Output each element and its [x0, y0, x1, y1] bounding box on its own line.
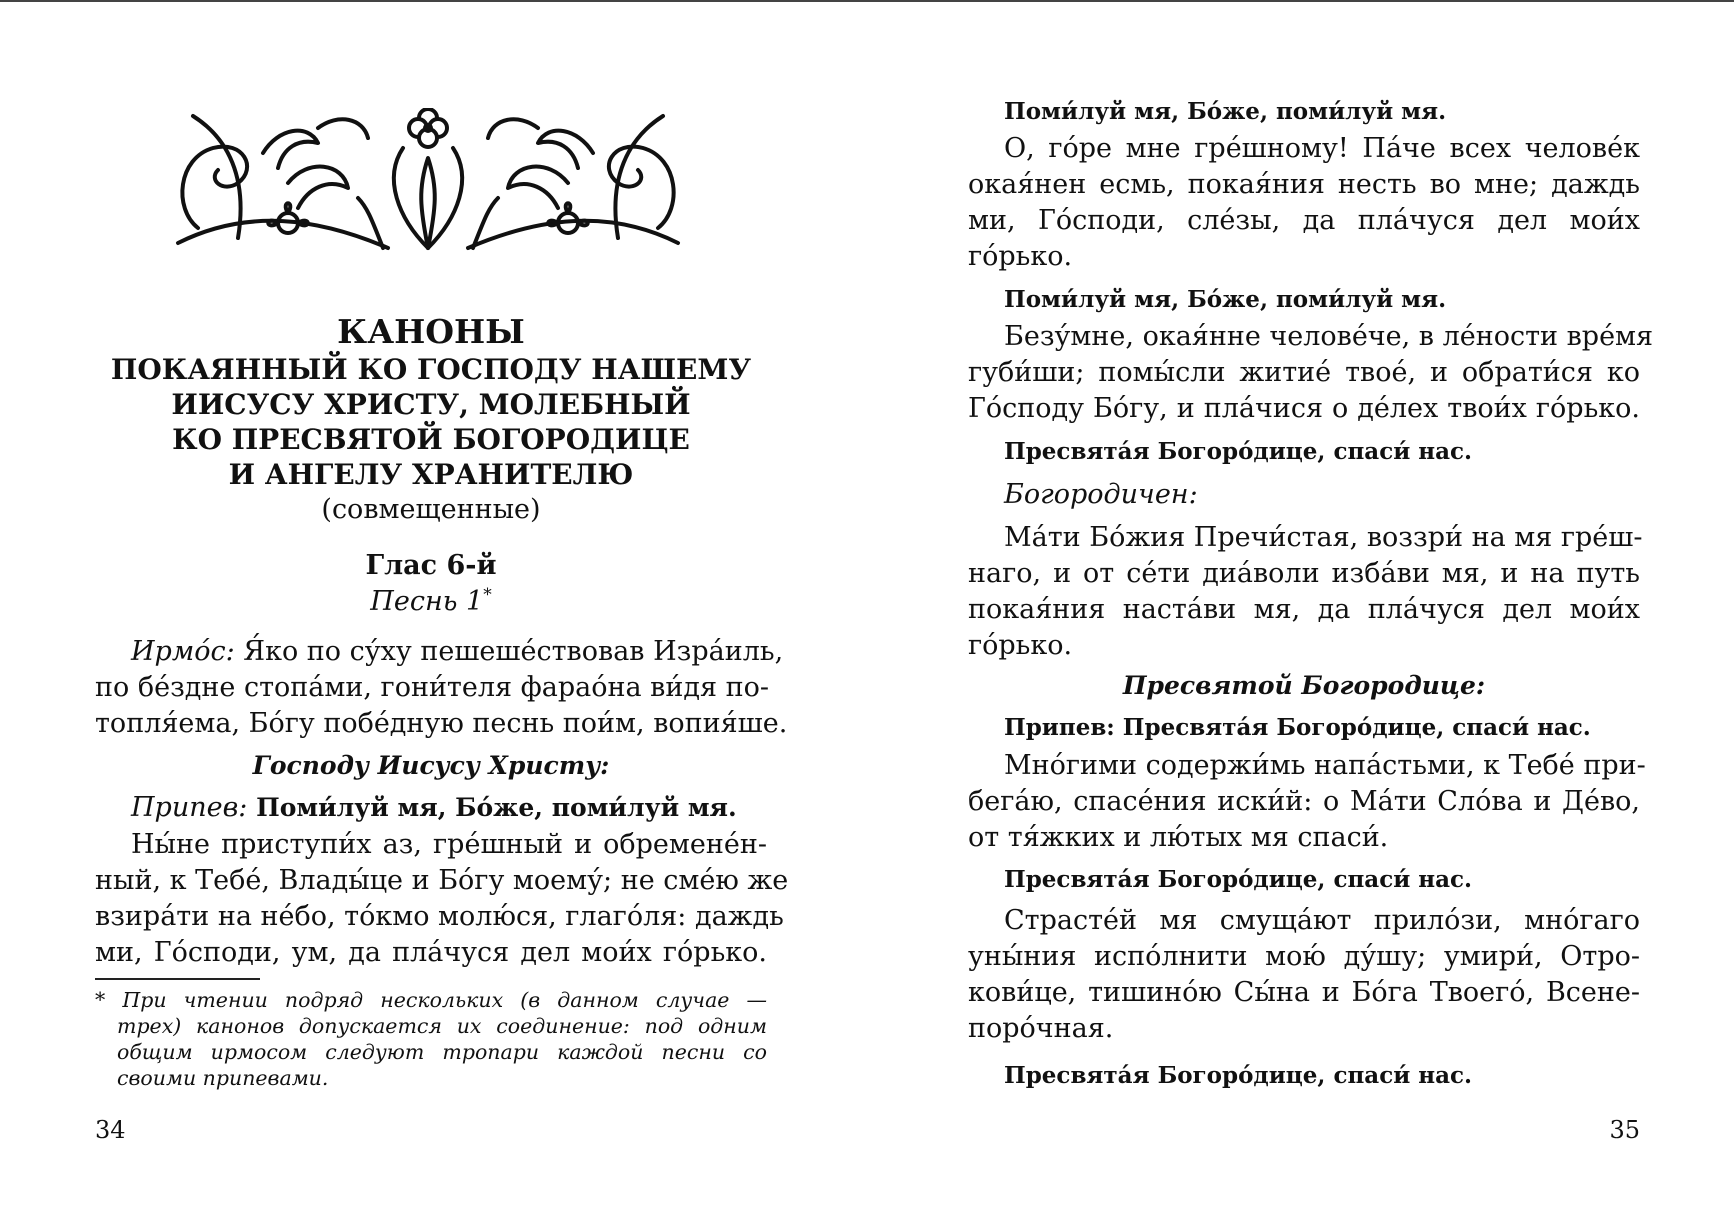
- troparion-line: ми, Го́споди, ум, да пла́чуся дел мои́х го́рько.: [95, 937, 767, 968]
- section-heading: Господу Иисусу Христу:: [252, 751, 610, 780]
- irmos-line: топля́ема, Бо́гу побе́дную песнь пои́м, вопия́ше.: [95, 708, 788, 739]
- footnote-line: своими припевами.: [117, 1066, 329, 1090]
- refrain-line: Припев: Пресвята́я Богоро́дице, спаси́ нас.: [1004, 714, 1591, 741]
- irmos-line: [95, 634, 784, 670]
- troparion-line: го́рько.: [968, 630, 1073, 661]
- tone-heading: Глас 6-й: [365, 550, 497, 581]
- footnote-divider: [95, 978, 260, 980]
- troparion-line: Ны́не приступи́х аз, гре́шный и обремене́н-: [131, 829, 767, 860]
- irmos-line: по бе́здне стопа́ми, гони́теля фарао́на ви́дя по-: [95, 672, 769, 703]
- troparion-line: губи́ши; помы́сли житие́ твое́, и обрати́ся ко: [968, 357, 1640, 388]
- refrain-line: Пресвята́я Богоро́дице, спаси́ нас.: [1004, 438, 1473, 465]
- refrain-line: Пресвята́я Богоро́дице, спаси́ нас.: [1004, 866, 1473, 893]
- refrain-line: Поми́луй мя, Бо́же, поми́луй мя.: [1004, 286, 1447, 313]
- title-block: [95, 312, 767, 528]
- footnote-line: * При чтении подряд нескольких (в данном случае —: [95, 988, 767, 1012]
- refrain-label: Припев:: [131, 792, 248, 823]
- irmos-text: Я́ко по су́ху пешеше́ствовав Изра́иль,: [234, 636, 784, 667]
- footnote-line: трех) канонов допускается их соединение: под одним: [117, 1014, 767, 1038]
- troparion-line: О, го́ре мне гре́шному! Па́че всех челове́к: [1004, 133, 1640, 164]
- page-number-right: 35: [1609, 1116, 1640, 1144]
- troparion-line: бега́ю, спасе́ния иски́й: о Ма́ти Сло́ва и Де́во,: [968, 786, 1640, 817]
- troparion-line: го́рько.: [968, 241, 1073, 272]
- troparion-line: кови́це, тишино́ю Сы́на и Бо́га Твоего́, Всене-: [968, 977, 1640, 1008]
- troparion-line: ный, к Тебе́, Влады́це и Бо́гу моему́; не сме́ю же: [95, 865, 789, 896]
- subtitle-line: ПОКАЯННЫЙ КО ГОСПОДУ НАШЕМУ: [110, 353, 752, 386]
- right-page: [867, 0, 1734, 1208]
- troparion-line: Мно́гими содержи́мь напа́стьми, к Тебе́ при-: [1004, 750, 1646, 781]
- irmos-label: Ирмо́с:: [131, 636, 235, 667]
- subtitle-line: И АНГЕЛУ ХРАНИТЕЛЮ: [228, 458, 634, 491]
- troparion-line: окая́нен есмь, покая́ния несть во мне; даждь: [968, 169, 1640, 200]
- ode-heading: [95, 584, 767, 620]
- subtitle-line: КО ПРЕСВЯТОЙ БОГОРОДИЦЕ: [172, 423, 690, 456]
- troparion-line: Страсте́й мя смуща́ют прило́зи, мно́гаго: [1004, 905, 1640, 936]
- floral-ornament-headpiece: [168, 108, 688, 258]
- troparion-line: ми, Го́споди, слéзы, да пла́чуся дел мои́х: [968, 205, 1640, 236]
- troparion-line: Безу́мне, окая́нне челове́че, в ле́ности вре́мя: [1004, 321, 1654, 352]
- troparion-line: от тя́жких и лю́тых мя спаси́.: [968, 822, 1389, 853]
- section-heading: Пресвятой Богородице:: [1122, 671, 1486, 700]
- subtitle-note: (совмещенные): [321, 494, 541, 525]
- troparion-line: Ма́ти Бо́жия Пречи́стая, воззри́ на мя гре́ш-: [1004, 522, 1643, 553]
- footnote-line: общим ирмосом следуют тропари каждой песни со: [117, 1040, 767, 1064]
- refrain-line: [95, 790, 803, 826]
- page-number-left: 34: [95, 1116, 126, 1144]
- troparion-line: Го́споду Бо́гу, и пла́чися о де́лех твои́х го́рько.: [968, 393, 1640, 424]
- book-title: КАНОНЫ: [337, 312, 525, 351]
- refrain-line: Пресвята́я Богоро́дице, спаси́ нас.: [1004, 1062, 1473, 1089]
- troparion-line: покая́ния наста́ви мя, да пла́чуся дел мои́х: [968, 594, 1640, 625]
- refrain-text: Поми́луй мя, Бо́же, поми́луй мя.: [247, 793, 737, 822]
- troparion-line: наго, и от се́ти диа́воли изба́ви мя, и на путь: [968, 558, 1640, 589]
- theotokion-label: Богородичен:: [1004, 479, 1198, 510]
- footnote-marker: *: [483, 585, 492, 605]
- right-text-column: [968, 0, 1654, 1208]
- troparion-line: поро́чная.: [968, 1013, 1114, 1044]
- refrain-line: Поми́луй мя, Бо́же, поми́луй мя.: [1004, 98, 1447, 125]
- troparion-line: уны́ния испо́лнити мою́ ду́шу; умири́, Отро-: [968, 941, 1640, 972]
- subtitle-line: ИИСУСУ ХРИСТУ, МОЛЕБНЫЙ: [171, 388, 691, 421]
- troparion-line: взира́ти на не́бо, то́кмо молю́ся, глаго́ля: даждь: [95, 901, 784, 932]
- ode-title: Песнь 1: [370, 586, 484, 617]
